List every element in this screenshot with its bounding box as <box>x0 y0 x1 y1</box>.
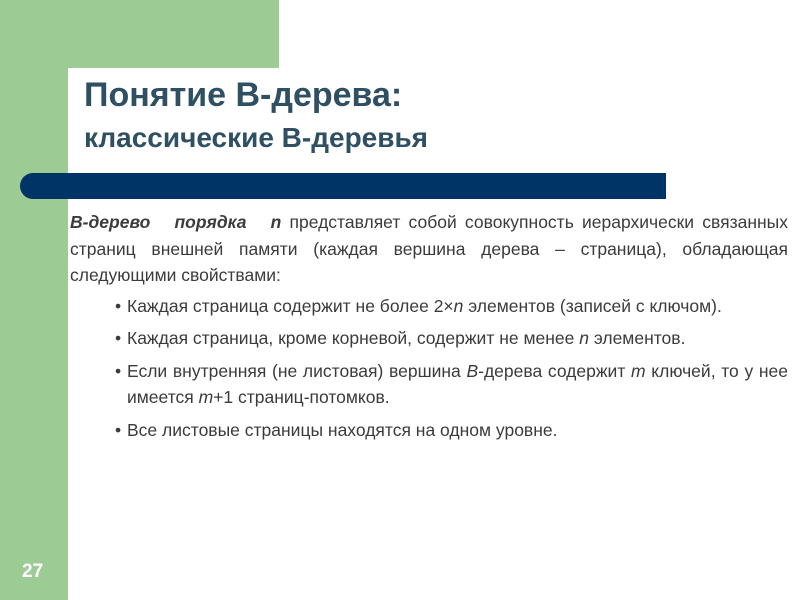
properties-list <box>70 293 788 444</box>
slide-subtitle: классические B-деревья <box>84 122 429 153</box>
list-item <box>70 417 788 444</box>
variable-m: m <box>631 360 646 381</box>
variable-n: n <box>579 328 589 348</box>
list-item-text: элементов (записей с ключом). <box>463 295 722 316</box>
list-item-text: Если внутренняя (не листовая) вершина <box>127 360 467 381</box>
list-item <box>70 358 788 411</box>
list-item-text: Каждая страница, кроме корневой, содержит не менее <box>127 328 580 348</box>
list-item-text: Каждая страница содержит не более 2× <box>127 295 454 316</box>
slide-body <box>70 209 788 449</box>
defined-term: B-дерево порядка n <box>70 212 282 232</box>
list-item-text: +1 страниц-потомков. <box>213 387 390 407</box>
bullet-icon: • <box>115 419 122 440</box>
list-item-text: элементов. <box>588 328 686 348</box>
bullet-icon: • <box>115 295 122 316</box>
variable-b: B <box>466 360 479 381</box>
list-item <box>70 325 788 352</box>
bullet-icon: • <box>115 328 122 348</box>
list-item-text: Все листовые страницы находятся на одном уровне. <box>127 419 558 440</box>
variable-m: m <box>198 387 214 407</box>
variable-n: n <box>453 295 464 316</box>
header-green-block <box>68 0 279 68</box>
definition-text: представляет собой совокупность иерархически связанных страниц внешней памяти (каждая вершина дерева – страница), обладающая следующими свойствами: <box>70 212 788 285</box>
title-divider-bar <box>20 173 666 199</box>
list-item-text: -дерева содержит <box>478 360 632 381</box>
list-item <box>70 293 788 320</box>
page-number: 27 <box>22 561 44 582</box>
slide-title: Понятие B-дерева: <box>84 76 403 114</box>
bullet-icon: • <box>115 360 122 381</box>
list-item-text: ключей, то у нее имеется <box>127 360 788 407</box>
definition-paragraph <box>70 209 788 289</box>
sidebar-green-bar <box>0 0 68 600</box>
